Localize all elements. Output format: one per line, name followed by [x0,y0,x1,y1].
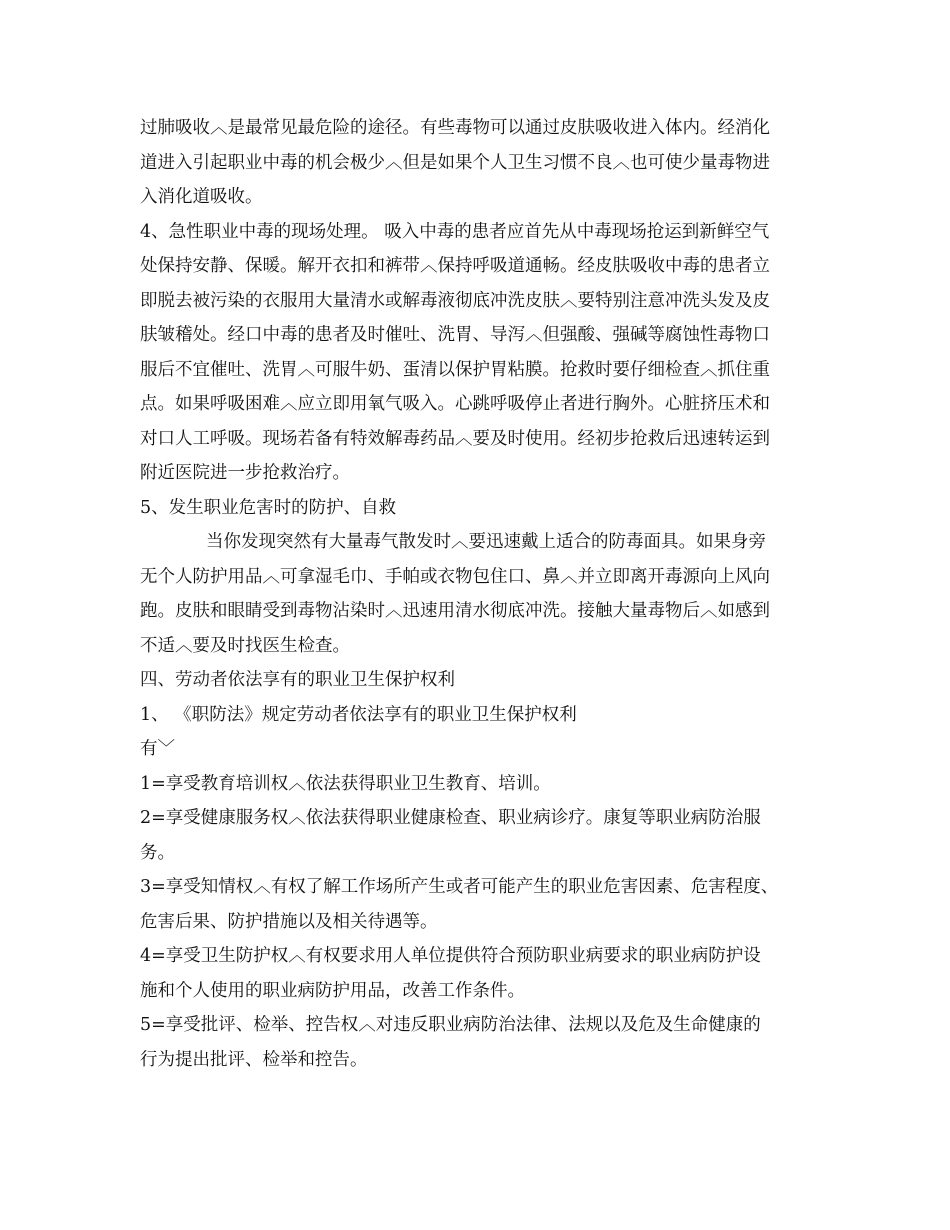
list-item-5-cont: 行为提出批评、检举和控告。 [140,1049,368,1070]
paragraph-line: 服后不宜催吐、洗胃︿可服牛奶、蛋清以保护胃粘膜。抢救时要仔细检查︿抓住重 [140,359,770,380]
subheading-1: 1、 《职防法》规定劳动者依法享有的职业卫生保护权利 [140,704,577,725]
paragraph-line: 即脱去被污染的衣服用大量清水或解毒液彻底冲洗皮肤︿要特别注意冲洗头发及皮 [140,290,770,311]
paragraph-line: 肤皱稽处。经口中毒的患者及时催吐、洗胃、导泻︿但强酸、强碱等腐蚀性毒物口 [140,325,770,345]
paragraph-line: 处保持安静、保暖。解开衣扣和裤带︿保持呼吸道通畅。经皮肤吸收中毒的患者立 [140,256,770,276]
list-item-4: 4=享受卫生防护权︿有权要求用人单位提供符合预防职业病要求的职业病防护设 [140,946,761,966]
list-item-1: 1=享受教育培训权︿依法获得职业卫生教育、培训。 [140,773,551,794]
paragraph-line: 对口人工呼吸。现场若备有特效解毒药品︿要及时使用。经初步抢救后迅速转运到 [140,428,770,449]
paragraph-line: 有﹀ [140,739,175,759]
list-item-2: 2=享受健康服务权︿依法获得职业健康检查、职业病诊疗。康复等职业病防治服 [140,808,761,828]
paragraph-line: 点。如果呼吸困难︿应立即用氧气吸入。心跳呼吸停止者进行胸外。心脏挤压术和 [140,394,770,414]
section-heading-four: 四、劳动者依法享有的职业卫生保护权利 [140,670,455,690]
section-heading-4: 4、急性职业中毒的现场处理。 吸入中毒的患者应首先从中毒现场抢运到新鲜空气 [140,221,770,242]
list-item-2-cont: 务。 [140,842,175,863]
section-heading-5: 5、发生职业危害时的防护、自救 [140,497,397,518]
paragraph-line: 跑。皮肤和眼睛受到毒物沾染时︿迅速用清水彻底冲洗。接触大量毒物后︿如感到 [140,601,770,621]
paragraph-line: 不适︿要及时找医生检查。 [140,635,350,656]
paragraph-line-indented: 当你发现突然有大量毒气散发时︿要迅速戴上适合的防毒面具。如果身旁 [206,532,766,552]
list-item-5: 5=享受批评、检举、控告权︿对违反职业病防治法律、法规以及危及生命健康的 [140,1015,761,1035]
document-body [140,111,820,1077]
list-item-3-cont: 危害后果、防护措施以及相关待遇等。 [140,911,438,932]
paragraph-line: 无个人防护用品︿可拿湿毛巾、手帕或衣物包住口、鼻︿并立即离开毒源向上风向 [140,566,770,587]
paragraph-line: 入消化道吸收。 [140,187,263,207]
list-item-4-cont: 施和个人使用的职业病防护用品，改善工作条件。 [140,980,525,1001]
paragraph-line: 附近医院进一步抢救治疗。 [140,463,350,483]
paragraph-line: 道进入引起职业中毒的机会极少︿但是如果个人卫生习惯不良︿也可使少量毒物进 [140,152,770,173]
paragraph-line: 过肺吸收︿是最常见最危险的途径。有些毒物可以通过皮肤吸收进入体内。经消化 [140,118,770,138]
list-item-3: 3=享受知情权︿有权了解工作场所产生或者可能产生的职业危害因素、危害程度、 [140,877,779,897]
